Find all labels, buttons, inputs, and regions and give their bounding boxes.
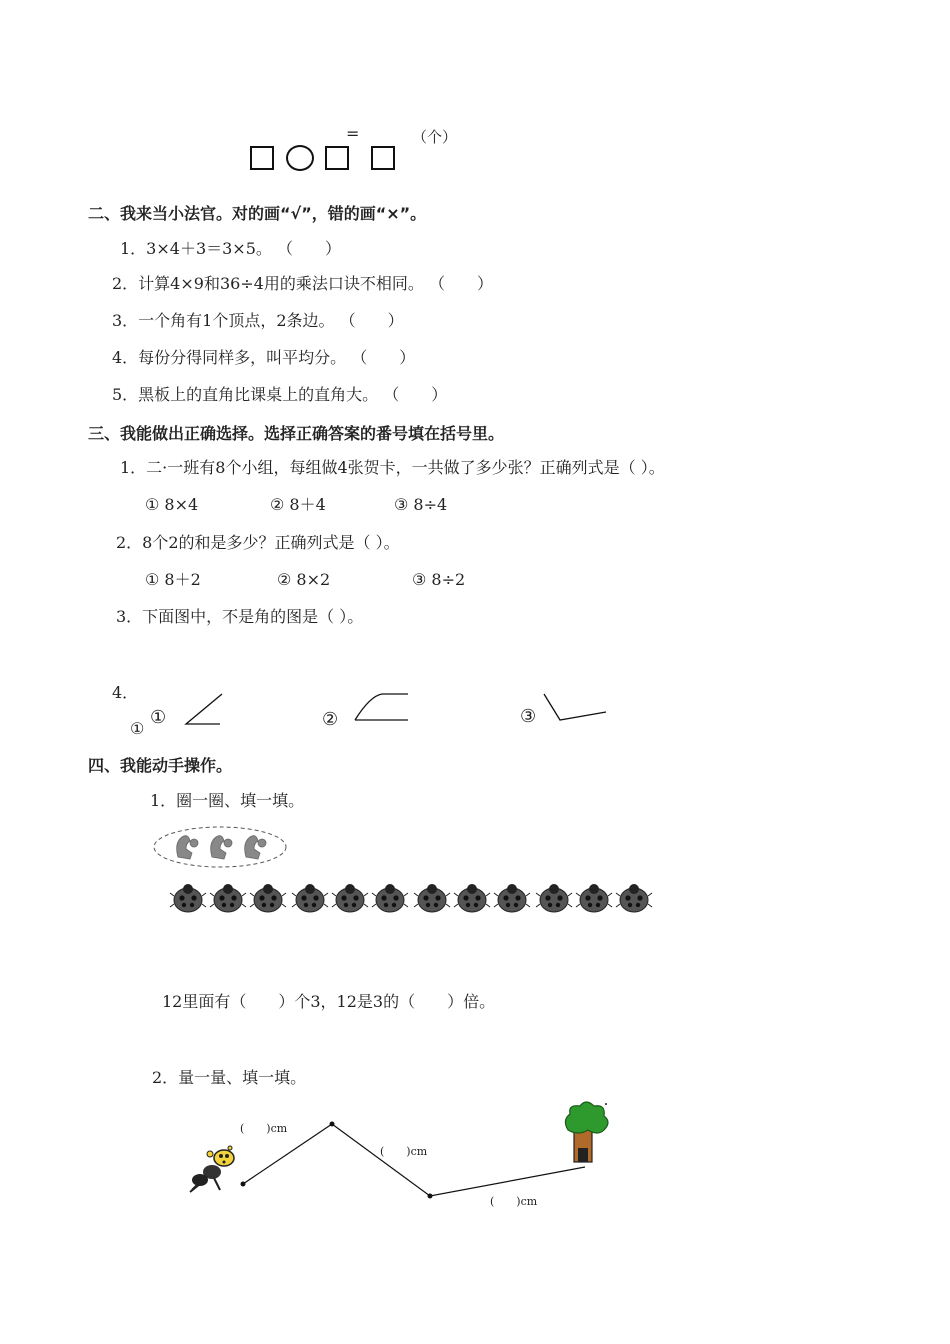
ladybug-row <box>170 882 660 918</box>
choice-question-1: 1．二·一班有8个小组，每组做4张贺卡，一共做了多少张？正确列式是（ ）。 <box>120 458 665 477</box>
judge-item-3: 3．一个角有1个顶点，2条边。 （ ） <box>112 311 404 330</box>
ladybug-icon <box>210 884 246 912</box>
q2-option-3: ③ 8÷2 <box>412 570 466 589</box>
choice-question-4-fragment: 4． <box>112 683 139 702</box>
judge-item-1: 1．3×4＋3＝3×5。 （ ） <box>120 239 341 258</box>
ant-icon <box>186 1144 242 1196</box>
squirrel-icon <box>177 836 198 859</box>
angle-label-3: ③ <box>520 706 537 727</box>
operator-circle[interactable] <box>286 145 314 171</box>
judge-item-2: 2．计算4×9和36÷4用的乘法口诀不相同。 （ ） <box>112 274 493 293</box>
answer-box-1[interactable] <box>250 146 274 170</box>
q4-option-fragment: ① <box>130 719 145 738</box>
circle-fill-question: 1．圈一圈、填一填。 <box>150 791 305 810</box>
section2-title: 二、我来当小法官。对的画“√”，错的画“×”。 <box>88 204 427 223</box>
measure-question: 2．量一量、填一填。 <box>152 1068 307 1087</box>
q1-option-3: ③ 8÷4 <box>394 495 448 514</box>
measure-label-2: ( )cm <box>380 1145 428 1158</box>
ladybug-icon <box>616 884 652 912</box>
q1-option-2: ② 8＋4 <box>270 495 326 514</box>
ladybug-icon <box>454 884 490 912</box>
tree-icon <box>562 1100 616 1166</box>
angle-label-1: ① <box>150 707 167 728</box>
angle-figure-1 <box>180 690 230 730</box>
answer-box-2[interactable] <box>325 146 349 170</box>
equals-sign: = <box>346 124 360 143</box>
measure-label-3: ( )cm <box>490 1195 538 1208</box>
q2-option-1: ① 8＋2 <box>145 570 201 589</box>
measure-label-1: ( )cm <box>240 1122 288 1135</box>
path-segments <box>243 1124 585 1196</box>
section4-title: 四、我能动手操作。 <box>88 756 233 775</box>
angle-figure-3 <box>540 690 620 730</box>
circle-fill-answer: 12里面有（ ）个3，12是3的（ ）倍。 <box>162 992 496 1011</box>
angle-1-lines <box>186 694 222 724</box>
ladybug-icon <box>494 884 530 912</box>
angle-3-lines <box>544 694 606 720</box>
angle-2-curve <box>355 694 408 720</box>
angle-label-2: ② <box>322 709 339 730</box>
ladybug-icon <box>170 884 206 912</box>
ladybug-icon <box>536 884 572 912</box>
answer-box-3[interactable] <box>371 146 395 170</box>
squirrel-group-ellipse <box>152 825 292 871</box>
unit-label: （个） <box>412 128 458 146</box>
ladybug-icon <box>332 884 368 912</box>
ladybug-icon <box>292 884 328 912</box>
choice-question-3: 3．下面图中，不是角的图是（ ）。 <box>116 607 364 626</box>
choice-question-2: 2．8个2的和是多少？正确列式是（ ）。 <box>116 533 400 552</box>
ladybug-icon <box>414 884 450 912</box>
judge-item-5: 5．黑板上的直角比课桌上的直角大。 （ ） <box>112 385 448 404</box>
q2-option-2: ② 8×2 <box>277 570 331 589</box>
squirrel-icon <box>245 836 266 859</box>
ladybug-icon <box>576 884 612 912</box>
ladybug-icon <box>250 884 286 912</box>
path-point <box>330 1122 335 1127</box>
path-point <box>428 1194 433 1199</box>
section3-title: 三、我能做出正确选择。选择正确答案的番号填在括号里。 <box>88 424 505 443</box>
angle-figure-2 <box>350 690 420 730</box>
q1-option-1: ① 8×4 <box>145 495 199 514</box>
judge-item-4: 4．每份分得同样多，叫平均分。 （ ） <box>112 348 416 367</box>
squirrel-icon <box>211 836 232 859</box>
ladybug-icon <box>372 884 408 912</box>
